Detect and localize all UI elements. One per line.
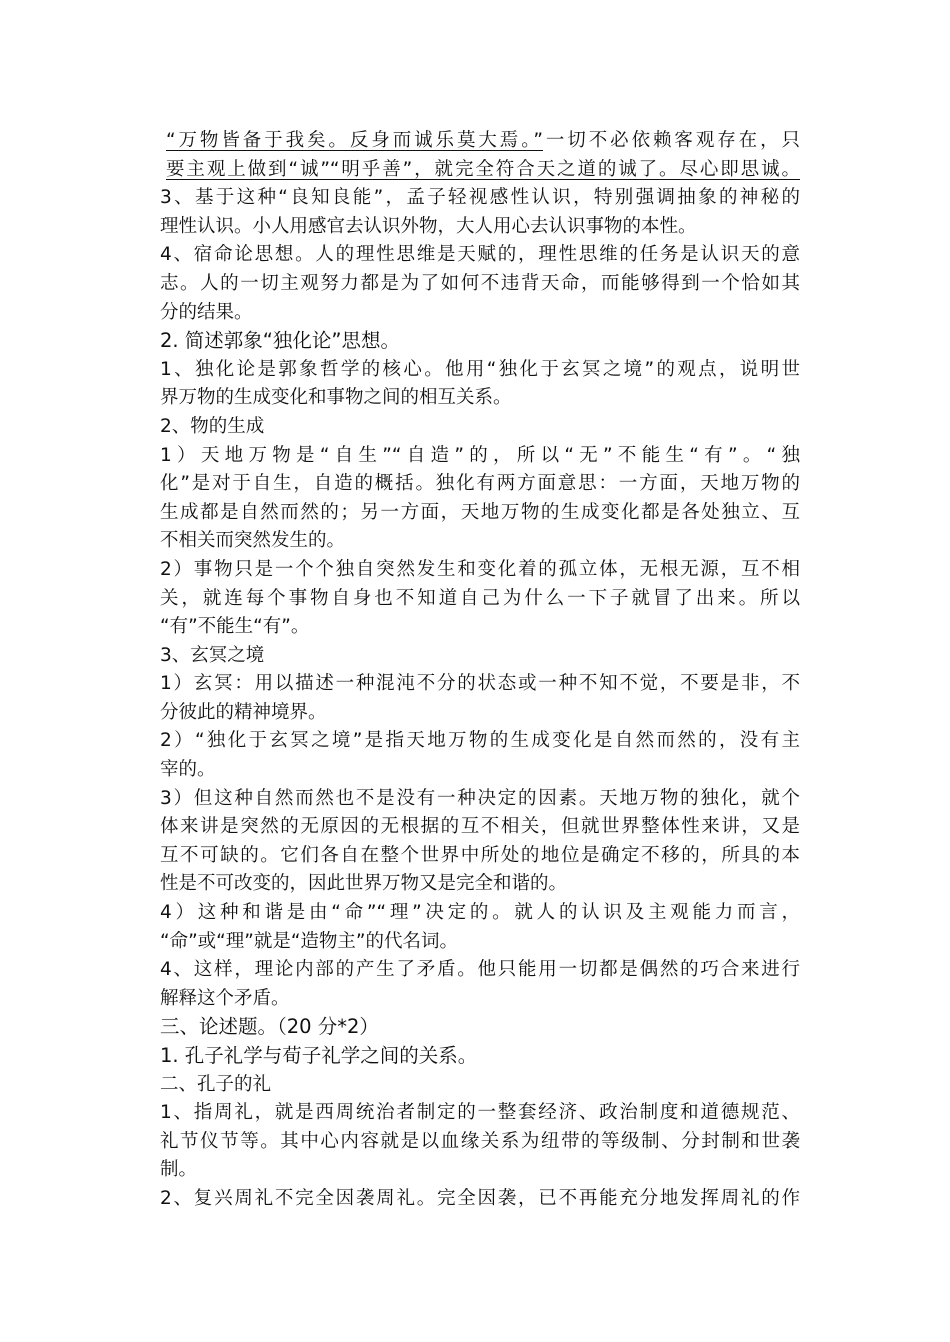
section-heading-lunshu: 三、论述题。（20 分*2） [160,1015,379,1039]
underlined-quote: “万物皆备于我矣。反身而诚乐莫大焉。” [166,130,543,151]
subheading-wu-de-shengcheng: 2、物的生成 [160,415,265,437]
text-line-28: 4）这种和谐是由“命”“理”决定的。就人的认识及主观能力而言， [160,902,800,924]
text-line-12: 1）天地万物是“自生”“自造”的，所以“无”不能生“有”。“独 [160,444,800,466]
text-line-29: “命”或“理”就是“造物主”的代名词。 [160,930,459,952]
text-line-16: 2）事物只是一个个独自突然发生和变化着的孤立体，无根无源，互不相 [160,558,800,580]
line-1-rest: 一切不必依赖客观存在，只 [542,130,800,151]
text-line-5: 4、宿命论思想。人的理性思维是天赋的，理性思维的任务是认识天的意 [160,244,800,266]
text-line-14: 生成都是自然而然的；另一方面，天地万物的生成变化都是各处独立、互 [160,501,800,523]
text-line-22: 2）“独化于玄冥之境”是指天地万物的生成变化是自然而然的，没有主 [160,730,800,752]
subheading-xuanming: 3、玄冥之境 [160,644,265,666]
text-line-35: 1、指周礼，就是西周统治者制定的一整套经济、政治制度和道德规范、 [160,1102,800,1124]
text-line-2: 要主观上做到“诚”“明乎善”，就完全符合天之道的诚了。尽心即思诚。 [166,158,800,180]
text-line-15: 不相关而突然发生的。 [160,530,346,552]
text-line-17: 关，就连每个事物自身也不知道自己为什么一下子就冒了出来。所以 [160,587,800,609]
text-line-21: 分彼此的精神境界。 [160,701,327,723]
text-line-24: 3）但这种自然而然也不是没有一种决定的因素。天地万物的独化，就个 [160,787,800,809]
text-line-18: “有”不能生“有”。 [160,616,310,638]
question-heading-2: 2. 简述郭象“独化论”思想。 [160,329,401,353]
text-line-31: 解释这个矛盾。 [160,987,290,1009]
question-heading-1: 1. 孔子礼学与荀子礼学之间的关系。 [160,1044,478,1067]
text-line-30: 4、这样，理论内部的产生了矛盾。他只能用一切都是偶然的巧合来进行 [160,959,800,981]
text-line-25: 体来讲是突然的无原因的无根据的互不相关，但就世界整体性来讲，又是 [160,816,800,838]
text-line-38: 2、复兴周礼不完全因袭周礼。完全因袭，已不再能充分地发挥周礼的作 [160,1187,800,1209]
text-line-27: 性是不可改变的，因此世界万物又是完全和谐的。 [160,873,568,895]
text-line-6: 志。人的一切主观努力都是为了如何不违背天命，而能够得到一个恰如其 [160,272,800,294]
text-line-36: 礼节仪节等。其中心内容就是以血缘关系为纽带的等级制、分封制和世袭 [160,1130,800,1152]
text-line-1 [160,127,800,156]
text-line-4: 理性认识。小人用感官去认识外物，大人用心去认识事物的本性。 [160,215,697,237]
text-line-10: 界万物的生成变化和事物之间的相互关系。 [160,387,512,409]
text-line-37: 制。 [160,1159,198,1181]
subheading-kongzi-li: 二、孔子的礼 [160,1073,272,1095]
text-line-23: 宰的。 [160,759,216,781]
text-line-9: 1、独化论是郭象哲学的核心。他用“独化于玄冥之境”的观点，说明世 [160,358,800,380]
text-line-3: 3、基于这种“良知良能”，孟子轻视感性认识，特别强调抽象的神秘的 [160,187,800,209]
text-line-20: 1）玄冥：用以描述一种混沌不分的状态或一种不知不觉，不要是非，不 [160,673,800,695]
text-line-7: 分的结果。 [160,301,253,323]
document-body [160,127,800,1214]
text-line-26: 互不可缺的。它们各自在整个世界中所处的地位是确定不移的，所具的本 [160,844,800,866]
text-line-13: 化”是对于自生，自造的概括。独化有两方面意思：一方面，天地万物的 [160,473,800,495]
